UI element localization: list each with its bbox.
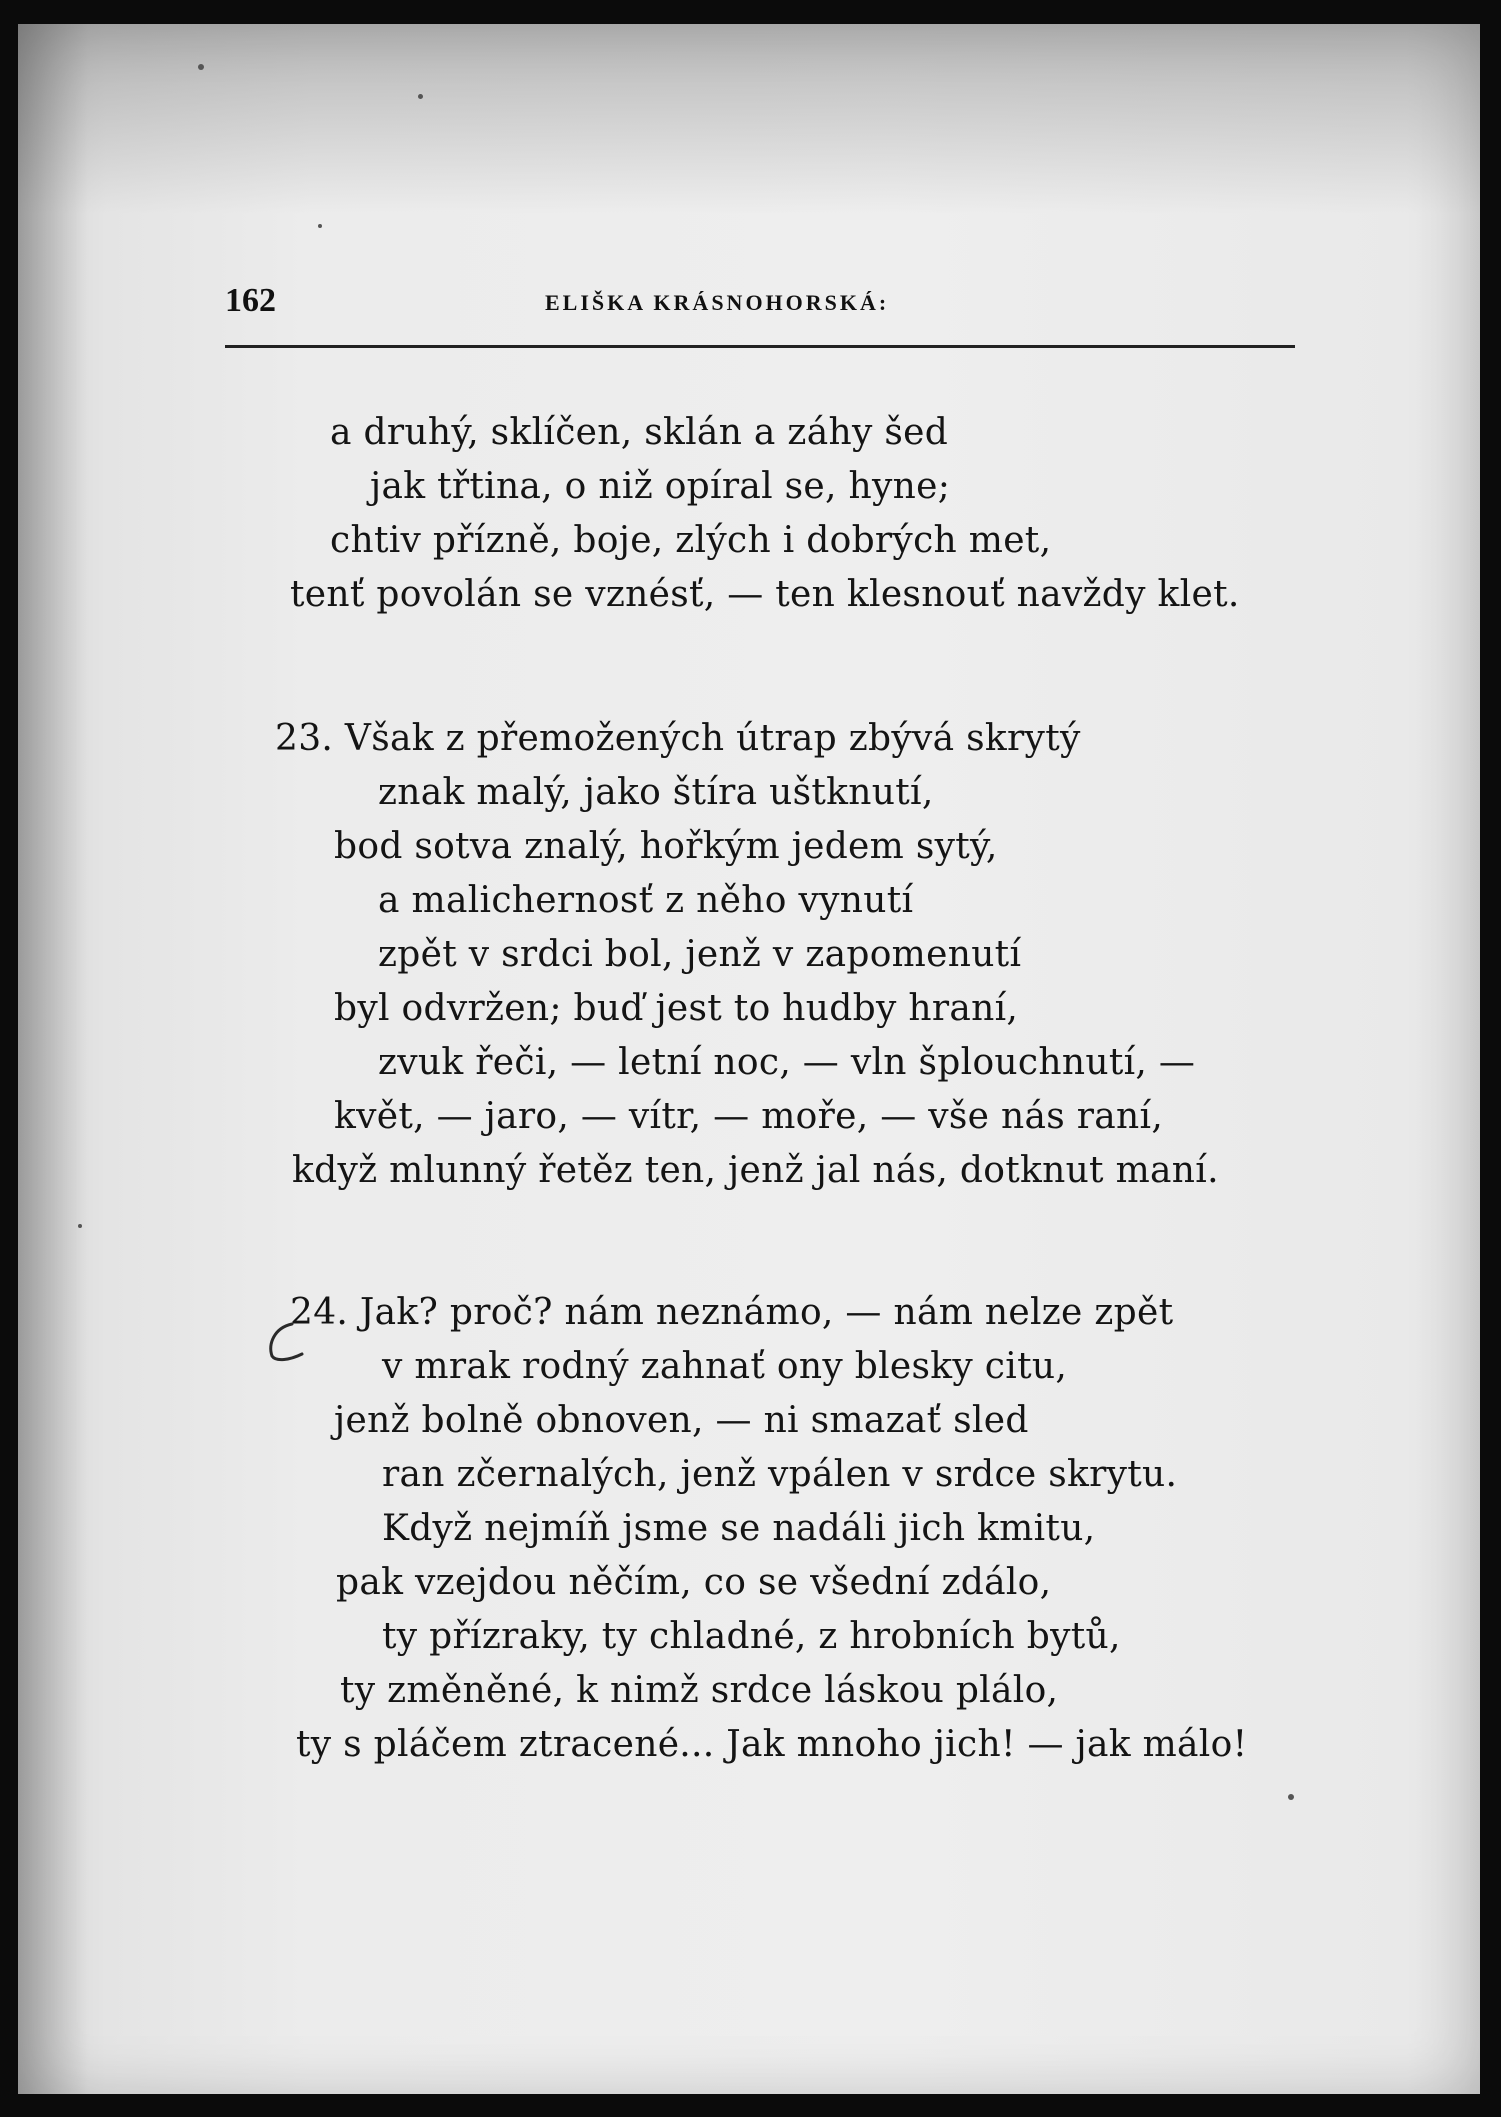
verse-line: a malichernosť z něho vynutí (378, 880, 914, 921)
verse-line: 24. Jak? proč? nám neznámo, — nám nelze zpět (290, 1292, 1174, 1333)
verse-line: jenž bolně obnoven, — ni smazať sled (334, 1400, 1029, 1441)
verse-line: ty změněné, k nimž srdce láskou plálo, (340, 1670, 1059, 1711)
verse-line: v mrak rodný zahnať ony blesky citu, (382, 1346, 1068, 1387)
verse-line: když mlunný řetěz ten, jenž jal nás, dotknut maní. (292, 1150, 1219, 1191)
verse-line: zvuk řeči, — letní noc, — vln šplouchnutí, — (378, 1042, 1196, 1083)
paper-speck (318, 224, 322, 228)
paper-speck (198, 64, 204, 70)
handwritten-margin-mark-icon (262, 1318, 310, 1366)
page-header (225, 282, 1295, 322)
header-rule (225, 345, 1295, 348)
verse-line: chtiv přízně, boje, zlých i dobrých met, (330, 520, 1052, 561)
verse-line: pak vzejdou něčím, co se všední zdálo, (336, 1562, 1052, 1603)
verse-line: ran zčernalých, jenž vpálen v srdce skrytu. (382, 1454, 1178, 1495)
paper-speck (418, 94, 423, 99)
verse-line: tenť povolán se vznésť, — ten klesnouť navždy klet. (290, 574, 1240, 615)
verse-line: bod sotva znalý, hořkým jedem sytý, (334, 826, 998, 867)
verse-line: Když nejmíň jsme se nadáli jich kmitu, (382, 1508, 1096, 1549)
verse-line: ty přízraky, ty chladné, z hrobních bytů, (382, 1616, 1121, 1657)
verse-line: byl odvržen; buď jest to hudby hraní, (334, 988, 1019, 1029)
paper-speck (1288, 1794, 1294, 1800)
verse-line: znak malý, jako štíra uštknutí, (378, 772, 934, 813)
verse-line: květ, — jaro, — vítr, — moře, — vše nás raní, (334, 1096, 1164, 1137)
paper-speck (78, 1224, 82, 1228)
verse-line: ty s pláčem ztracené... Jak mnoho jich! — jak málo! (296, 1724, 1248, 1765)
page-number: 162 (225, 282, 276, 319)
verse-line: 23. Však z přemožených útrap zbývá skrytý (275, 718, 1081, 759)
verse-line: zpět v srdci bol, jenž v zapomenutí (378, 934, 1022, 975)
page-edge (1493, 24, 1501, 2094)
verse-line: jak třtina, o niž opíral se, hyne; (370, 466, 951, 507)
running-head: ELIŠKA KRÁSNOHORSKÁ: (545, 290, 890, 315)
verse-line: a druhý, sklíčen, sklán a záhy šed (330, 412, 949, 453)
